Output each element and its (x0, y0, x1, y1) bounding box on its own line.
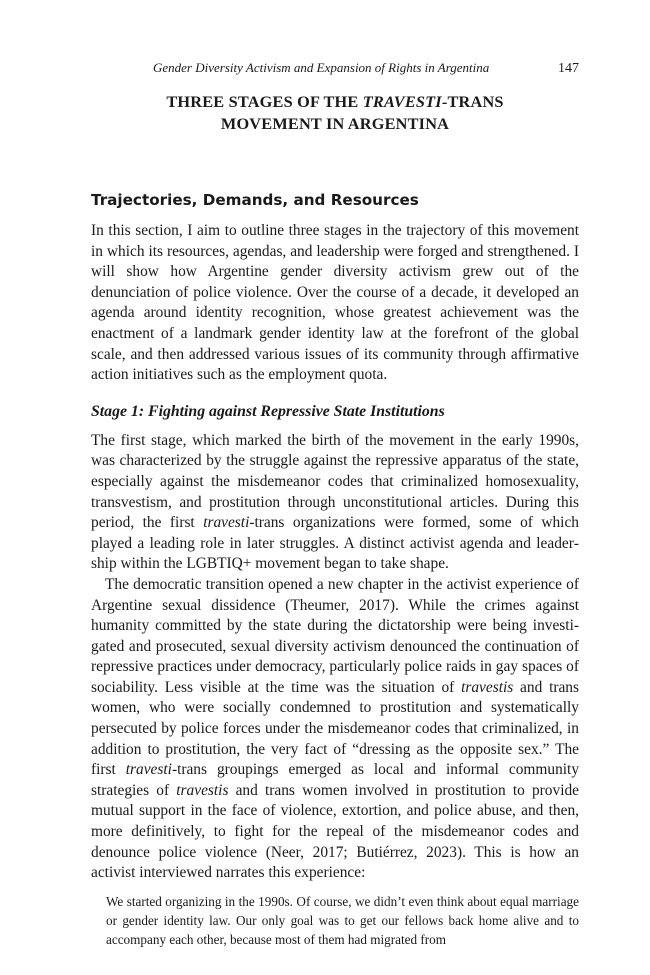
stage-1-paragraph-2: The democratic transition opened a new chapter in the activist experience of Argentine sexual dissidence (Theumer, 2017). While the crimes against humanity committed by the state during the dictatorship were being investigated and prosecuted, sexual diversity activism denounced the continuation of repressive practices under democracy, particularly police raids in gay spaces of sociability. Less visible at the time was the situation of travestis and trans women, who were socially condemned to prostitution and systematically persecuted by police forces under the misdemeanor codes that criminalized, in addition to prostitution, the very fact of “dressing as the opposite sex.” The first travesti-trans groupings emerged as local and informal community strategies of travestis and trans women involved in prostitution to provide mutual support in the face of violence, extortion, and police abuse, and then, more definitively, to fight for the repeal of the misdemeanor codes and denounce police violence (Neer, 2017; Butiérrez, 2023). This is how an activist interviewed narrates this experience: (91, 575, 580, 882)
section-heading: Trajectories, Demands, and Resources (91, 191, 419, 209)
chapter-title-line-2: MOVEMENT IN ARGENTINA (220, 114, 450, 133)
chapter-title-line-1: THREE STAGES OF THE TRAVESTI-TRANS (166, 92, 504, 111)
section-paragraph: In this section, I aim to outline three stages in the trajectory of this movement in which its resources, agendas, and leadership were forged and strengthened. I will show how Argentine gender diversity activism grew out of the denunciation of police violence. Over the course of a decade, it developed an agenda around identity recognition, whose greatest achievement was the enactment of a landmark gender identity law at the forefront of the global scale, and then addressed various issues of its community through affirmative action initiatives such as the employment quota. (91, 222, 579, 384)
subsection-heading: Stage 1: Fighting against Repressive State Institutions (91, 402, 445, 420)
block-quote: We started organizing in the 1990s. Of course, we didn’t even think about equal marriage or gender identity law. Our only goal was to get our fellows back home alive and to accompany each other, because most of them had migrated from (106, 893, 579, 947)
stage-1-paragraph-1: The first stage, which marked the birth of the movement in the early 1990s, was characterized by the struggle against the repressive apparatus of the state, especially against the misdemeanor codes that criminalized homosexuality, transvestism, and prostitution through unconstitutional articles. During this period, the first travesti-trans organizations were formed, some of which played a leading role in later struggles. A distinct activist agenda and leadership within the LGBTIQ+ movement began to take shape. (91, 431, 579, 573)
chapter-title (91, 91, 579, 135)
page-number: 147 (558, 61, 579, 76)
book-page (91, 60, 579, 949)
running-head-title: Gender Diversity Activism and Expansion of Rights in Argentina (153, 60, 490, 75)
running-head (91, 60, 579, 77)
